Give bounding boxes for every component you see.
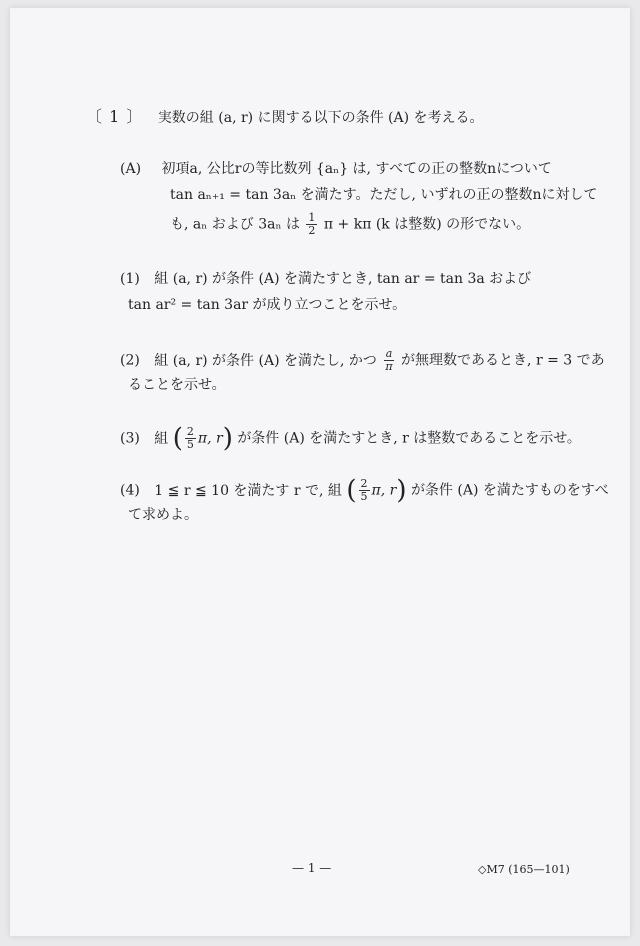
left-paren: ( [346,475,357,506]
fraction-two-fifths [359,478,370,503]
question-1-text: 組 (a, r) が条件 (A) を満たすとき, tan ar = tan 3a および [154,271,532,287]
question-2-line-1 [120,348,605,373]
left-paren: ( [172,423,183,454]
condition-text-2: tan aₙ₊₁ = tan 3aₙ を満たす。ただし, いずれの正の整数nに対して [170,187,598,203]
question-4-label: (4) [120,482,140,499]
condition-line-1 [120,160,552,178]
question-2-text-b: が無理数であるとき, r = 3 であ [401,352,605,369]
fraction-two-fifths [185,426,196,451]
question-4-line-1 [120,475,609,506]
condition-text-1: 初項a, 公比rの等比数列 {aₙ} は, すべての正の整数nについて [161,161,552,177]
fraction-denominator: 2 [308,224,316,237]
fraction-numerator: 2 [186,425,194,438]
fraction-one-half [306,212,317,237]
page-number: — 1 — [292,861,332,875]
question-2-label: (2) [120,352,140,369]
question-2-line-2 [128,376,226,394]
question-3-post: が条件 (A) を満たすとき, r は整数であることを示せ。 [237,430,581,447]
fraction-denominator: 5 [186,438,194,451]
problem-intro: 実数の組 (a, r) に関する以下の条件 (A) を考える。 [157,110,484,126]
question-1-line-2 [128,296,406,314]
exam-page [10,8,630,936]
condition-text-3b: π + kπ (k は整数) の形でない。 [323,216,531,233]
fraction-numerator: a [385,347,393,360]
question-1-line-1 [120,270,531,288]
fraction-a-over-pi [383,348,394,373]
question-3-label: (3) [120,430,140,447]
question-1-text-2: tan ar² = tan 3ar が成り立つことを示せ。 [128,297,407,313]
condition-line-2 [170,186,597,204]
fraction-denominator: π [385,360,393,373]
question-3-pre: 組 [154,430,169,447]
exam-code: ◇M7 (165—101) [478,863,570,876]
question-4-inner: π, r [371,482,397,499]
question-4-text-2: て求めよ。 [128,507,198,523]
question-3-inner: π, r [197,430,223,447]
question-4-post: が条件 (A) を満たすものをすべ [410,482,609,499]
condition-line-3 [170,212,530,237]
problem-header [86,108,484,127]
fraction-numerator: 1 [308,211,316,224]
question-4-pre: 1 ≦ r ≦ 10 を満たす r で, 組 [154,482,342,499]
question-1-label: (1) [120,271,140,287]
question-2-text-2: ることを示せ。 [128,377,226,393]
question-2-text-a: 組 (a, r) が条件 (A) を満たし, かつ [154,352,377,369]
fraction-numerator: 2 [360,477,368,490]
condition-label: (A) [120,161,142,177]
problem-number: 〔 1 〕 [86,107,144,126]
right-paren: ) [222,423,233,454]
question-4-line-2 [128,506,198,524]
condition-text-3a: も, aₙ および 3aₙ は [170,216,300,233]
right-paren: ) [396,475,407,506]
fraction-denominator: 5 [360,490,368,503]
question-3-line-1 [120,423,581,454]
